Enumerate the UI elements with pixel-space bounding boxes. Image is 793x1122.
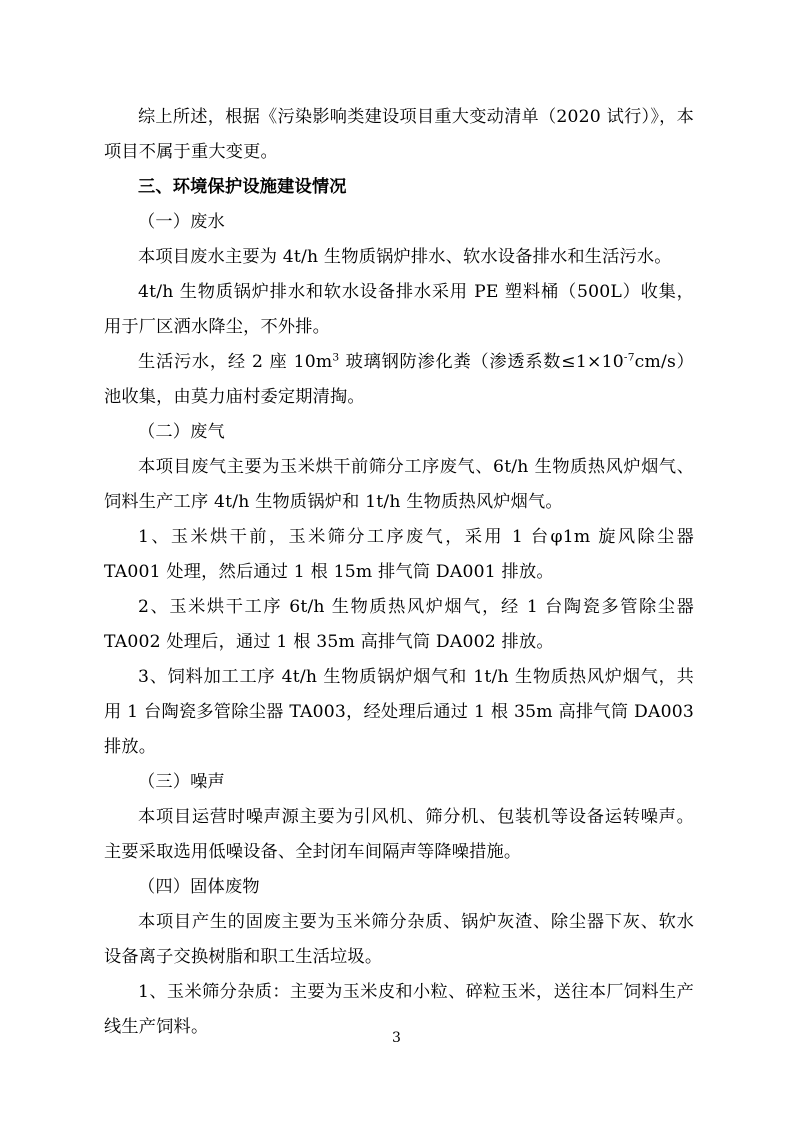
paragraph-solid-waste-item-1: 1、玉米筛分杂质：主要为玉米皮和小粒、碎粒玉米，送往本厂饲料生产线生产饲料。 [104, 982, 694, 1037]
paragraph-domestic-sewage: 生活污水，经 2 座 $10m^3$ 玻璃钢防渗化粪（渗透系数$\le 1\times 10^{-7}cm/s$）池收集，由莫力庙村委定期清掏。 [104, 350, 694, 407]
paragraph-boiler-drainage: 4t/h 生物质锅炉排水和软水设备排水采用 PE 塑料桶（500L）收集，用于厂区洒水降尘，不外排。 [104, 282, 694, 337]
paragraph-waste-gas-item-1: 1、玉米烘干前，玉米筛分工序废气，采用 1 台φ1m 旋风除尘器 TA001 处理，然后通过 1 根 15m 排气筒 DA001 排放。 [104, 527, 694, 582]
paragraph-conclusion: 综上所述，根据《污染影响类建设项目重大变动清单（2020 试行）》，本项目不属于重大变更。 [104, 107, 694, 162]
subsection-waste-gas-title: （二）废气 [138, 422, 225, 442]
subsection-solid-waste-title: （四）固体废物 [138, 877, 260, 897]
page-number: 3 [392, 1030, 401, 1046]
paragraph-solid-waste-sources: 本项目产生的固废主要为玉米筛分杂质、锅炉灰渣、除尘器下灰、软水设备离子交换树脂和职工生活垃圾。 [104, 912, 694, 967]
subsection-noise-title: （三）噪声 [138, 772, 225, 792]
document-body [104, 100, 694, 1045]
subsection-wastewater-title: （一）废水 [138, 212, 225, 232]
paragraph-waste-gas-sources: 本项目废气主要为玉米烘干前筛分工序废气、6t/h 生物质热风炉烟气、饲料生产工序 4t/h 生物质锅炉和 1t/h 生物质热风炉烟气。 [104, 457, 694, 512]
paragraph-waste-gas-item-3: 3、饲料加工工序 4t/h 生物质锅炉烟气和 1t/h 生物质热风炉烟气，共用 1 台陶瓷多管除尘器 TA003，经处理后通过 1 根 35m 高排气筒 DA003 排放。 [104, 667, 694, 757]
paragraph-waste-gas-item-2: 2、玉米烘干工序 6t/h 生物质热风炉烟气，经 1 台陶瓷多管除尘器 TA002 处理后，通过 1 根 35m 高排气筒 DA002 排放。 [104, 597, 694, 652]
paragraph-wastewater-sources: 本项目废水主要为 4t/h 生物质锅炉排水、软水设备排水和生活污水。 [138, 247, 672, 267]
paragraph-noise-sources: 本项目运营时噪声源主要为引风机、筛分机、包装机等设备运转噪声。主要采取选用低噪设备、全封闭车间隔声等降噪措施。 [104, 807, 694, 862]
section-heading-environmental-facilities: 三、环境保护设施建设情况 [138, 177, 347, 197]
